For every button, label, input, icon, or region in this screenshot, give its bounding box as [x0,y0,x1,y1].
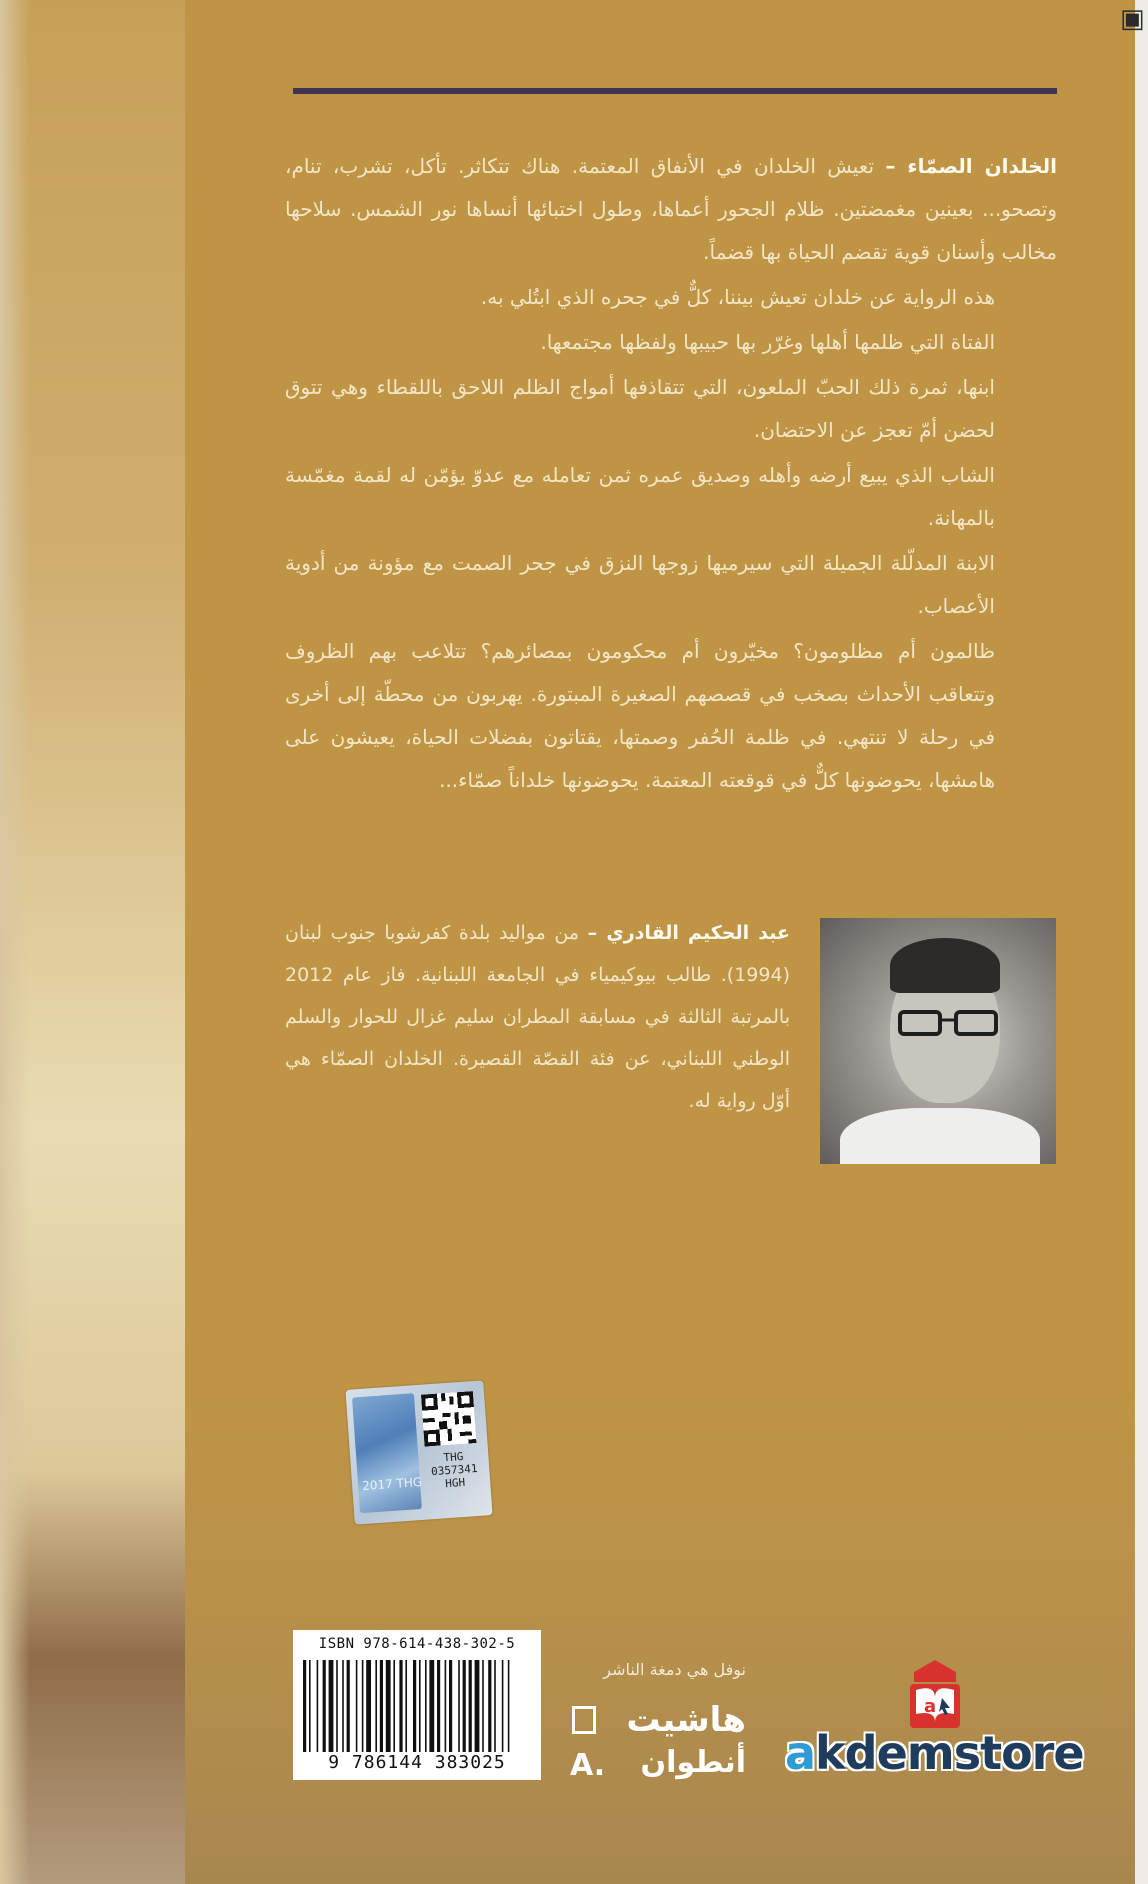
svg-text:a: a [924,1696,937,1717]
synopsis-paragraph-2: هذه الرواية عن خلدان تعيش بيننا، كلٌّ في جحره الذي ابتُلي به. [480,285,995,309]
sticker-code: THG 0357341 HGH [430,1449,478,1491]
hologram-sticker [345,1380,492,1524]
author-name: عبد الحكيم القادري – [587,922,790,944]
publisher-name-antoine: أنطوان [640,1745,746,1780]
synopsis-paragraph-1: الخلدان الصمّاء – تعيش الخلدان في الأنفاق المعتمة. هناك تتكاثر. تأكل، تشرب، تنام، وتصحو... بعينين مغمضتين. ظلام الجحور أعماها، وطول اختبائها أنساها نور الشمس. سلاحها مخالب وأسنان قوية تقضم الحياة بها قضماً. [285,154,1058,264]
barcode-icon [303,1660,531,1752]
hologram-icon [352,1393,422,1513]
glasses-icon [898,1008,998,1038]
isbn-digits: 9 786144 383025 [328,1752,506,1773]
author-hair [890,938,1000,993]
scan-margin [1135,0,1148,1884]
top-divider-rule [293,88,1057,94]
book-title: الخلدان الصمّاء – [885,154,1058,178]
publisher-note: نوفل هي دمغة الناشر [603,1660,746,1679]
hachette-logo-icon [572,1706,596,1734]
corner-mark-icon: ▣ [1120,4,1145,34]
synopsis-paragraph-7: ظالمون أم مظلومون؟ مخيّرون أم محكومون بمصائرهم؟ تتلاعب بهم الظروف وتتعاقب الأحداث بصخب في قصصهم الصغيرة المبتورة. يهربون من محطّة إلى أخرى في رحلة لا تنتهي. في ظلمة الحُفر وصمتها، يقتاتون بفضلات الحياة، يعيشون على هامشها، يحوضونها كلٌّ في قوقعته المعتمة. يحوضونها خلداناً صمّاء... [285,639,995,792]
publisher-name-hachette: هاشيت [626,1700,746,1740]
synopsis-paragraph-5: الشاب الذي يبيع أرضه وأهله وصديق عمره ثمن تعامله مع عدوّ يؤمّن له لقمة مغمّسة بالمهانة. [285,463,995,530]
hologram-text: 2017 THG [361,1474,423,1494]
qr-code-icon [421,1391,477,1447]
author-bio-text: من مواليد بلدة كفرشوبا جنوب لبنان (1994). طالب بيوكيمياء في الجامعة اللبنانية. فاز عام 2012 بالمرتبة الثالثة في مسابقة المطران سليم غزال للحوار والسلم الوطني اللبناني، عن فئة القصّة القصيرة. الخلدان الصمّاء هي أوّل رواية له. [285,922,790,1112]
store-watermark: akdemstore [785,1726,1084,1780]
isbn-barcode-box [293,1630,541,1780]
isbn-label: ISBN 978-614-438-302-5 [318,1636,516,1652]
synopsis-paragraph-6: الابنة المدلّلة الجميلة التي سيرميها زوجها النزق في جحر الصمت مع مؤونة من أدوية الأعصاب. [285,551,995,618]
synopsis-text [285,145,1057,804]
author-photo [820,918,1056,1164]
author-shirt [840,1108,1040,1164]
synopsis-paragraph-3: الفتاة التي ظلمها أهلها وغرّر بها حبيبها ولفظها مجتمعها. [540,330,995,354]
antoine-logo-icon: A. [570,1748,606,1783]
spine-edge [0,0,30,1884]
author-bio [285,912,790,1122]
synopsis-paragraph-4: ابنها، ثمرة ذلك الحبّ الملعون، التي تتقاذفها أمواج الظلم اللاحق باللقطاء وهي تتوق لحضن أمّ تعجز عن الاحتضان. [285,375,995,442]
